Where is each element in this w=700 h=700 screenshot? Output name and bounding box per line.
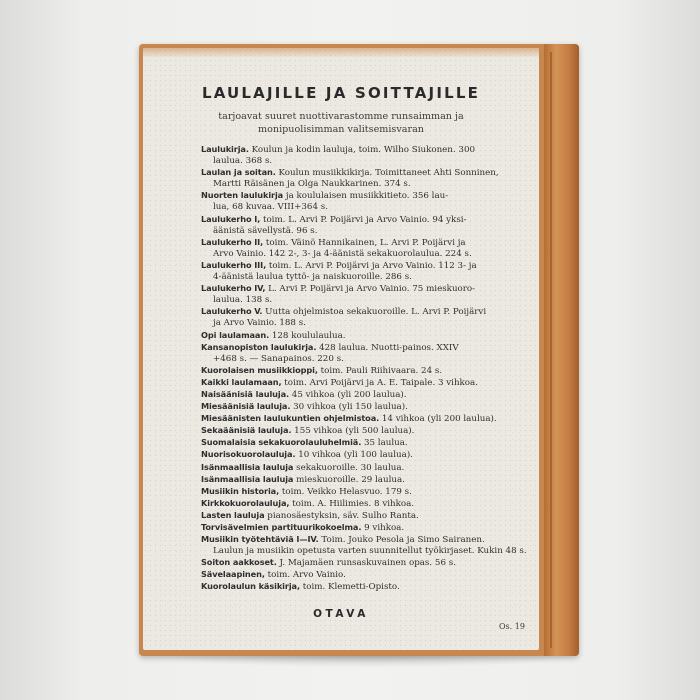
catalog-entry bbox=[201, 306, 529, 329]
entry-text: 9 vihkoa. bbox=[361, 523, 405, 533]
entry-title: Laulukerho I, bbox=[201, 213, 261, 224]
entry-text: 45 vihkoa (yli 200 laulua). bbox=[289, 389, 407, 400]
entry-text: toim. L. Arvi P. Poijärvi ja Arvo Vainio. 112 3- ja bbox=[266, 260, 477, 271]
entry-text: mieskuoroille. 29 laulua. bbox=[293, 474, 405, 485]
catalog-entry bbox=[201, 498, 529, 510]
entry-title: Laulukerho III, bbox=[201, 259, 267, 270]
entry-continuation: ja Arvo Vainio. 188 s. bbox=[213, 318, 306, 329]
entry-title: Laulan ja soitan. bbox=[201, 167, 276, 178]
entry-text: 428 laulua. Nuotti-painos. XXIV bbox=[316, 342, 459, 353]
entry-title: Musiikin työtehtäviä I—IV. bbox=[201, 534, 319, 545]
catalog-entry bbox=[201, 557, 529, 569]
entry-text: J. Majamäen runsaskuvainen opas. 56 s. bbox=[276, 558, 456, 569]
entry-text: Toim. Jouko Pesola ja Simo Sairanen. bbox=[318, 535, 485, 546]
entry-title: Kuorolaulun käsikirja, bbox=[201, 581, 300, 592]
catalog-entry bbox=[201, 342, 529, 365]
catalog-entry bbox=[201, 214, 529, 237]
entry-continuation: Martti Räisänen ja Olga Naukkarinen. 374 s. bbox=[213, 179, 411, 190]
entry-continuation: 4-äänistä laulua tyttö- ja naiskuoroille. 286 s. bbox=[213, 272, 412, 283]
catalog-entry bbox=[201, 581, 529, 593]
entry-continuation: +468 s. — Sanapainos. 220 s. bbox=[213, 353, 344, 364]
entry-continuation: laulua. 138 s. bbox=[213, 295, 273, 306]
entry-text: L. Arvi P. Poijärvi ja Arvo Vainio. 75 mieskuoro- bbox=[265, 284, 476, 295]
catalog-entry bbox=[201, 413, 529, 425]
entry-title: Isänmaallisia lauluja bbox=[201, 461, 294, 472]
entry-title: Kuorolaisen musiikkioppi, bbox=[201, 364, 318, 375]
entry-title: Miesäänisten laulukuntien ohjelmistoa. bbox=[201, 413, 380, 424]
catalog-entry bbox=[201, 389, 529, 401]
entry-continuation: Laulun ja musiikin opetusta varten suunnitellut työkirjaset. Kukin 48 s. bbox=[213, 546, 527, 557]
entry-text: toim. A. Hiilimies. 8 vihkoa. bbox=[289, 498, 415, 509]
subtitle-line-1: tarjoavat suuret nuottivarastomme runsaimman ja bbox=[218, 111, 464, 122]
entry-title: Laulukerho II, bbox=[201, 236, 264, 247]
entry-text: toim. Arvi Poijärvi ja A. E. Taipale. 3 vihkoa. bbox=[281, 377, 478, 388]
entry-text: sekakuoroille. 30 laulua. bbox=[293, 462, 405, 473]
entry-continuation: Arvo Vainio. 142 2-, 3- ja 4-äänistä sekakuorolaulua. 224 s. bbox=[213, 248, 472, 259]
entry-title: Opi laulamaan. bbox=[201, 329, 270, 340]
entry-continuation: laulua. 368 s. bbox=[213, 156, 273, 167]
catalog-entry bbox=[201, 167, 529, 190]
entry-title: Isänmaallisia lauluja bbox=[201, 473, 294, 484]
entry-title: Kansanopiston laulukirja. bbox=[201, 341, 317, 352]
entry-title: Kirkkokuorolauluja, bbox=[201, 497, 290, 508]
entry-title: Nuorten laulukirja bbox=[201, 190, 284, 201]
entry-text: toim. Pauli Riihivaara. 24 s. bbox=[317, 365, 443, 376]
cover-subtitle bbox=[143, 110, 539, 136]
catalog-entry bbox=[201, 144, 529, 167]
entry-title: Kaikki laulamaan, bbox=[201, 376, 282, 387]
entry-text: 35 laulua. bbox=[361, 438, 408, 449]
catalog-entry bbox=[201, 437, 529, 449]
entry-title: Lasten lauluja bbox=[201, 509, 265, 520]
catalog-entry bbox=[201, 330, 529, 342]
cover-wear bbox=[143, 48, 539, 58]
entry-text: pianosäestyksin, säv. Sulho Ranta. bbox=[264, 510, 419, 521]
entry-text: ja koululaisen musiikkitieto. 356 lau- bbox=[283, 191, 449, 202]
publisher-name: OTAVA bbox=[313, 608, 369, 620]
catalog-entry bbox=[201, 569, 529, 581]
book bbox=[139, 44, 579, 656]
entry-title: Musiikin historia, bbox=[201, 485, 280, 496]
entry-text: toim. Veikko Helasvuo. 179 s. bbox=[279, 486, 412, 497]
entry-text: Koulun musiikkikirja. Toimittaneet Ahti Sonninen, bbox=[275, 168, 499, 179]
catalog-entry bbox=[201, 510, 529, 522]
entry-text: toim. L. Arvi P. Poijärvi ja Arvo Vainio. 94 yksi- bbox=[260, 214, 467, 225]
entry-text: Uutta ohjelmistoa sekakuoroille. L. Arvi P. Poijärvi bbox=[262, 307, 487, 318]
catalog-entry bbox=[201, 425, 529, 437]
entry-text: toim. Klemetti-Opisto. bbox=[299, 582, 400, 593]
catalog-entry bbox=[201, 190, 529, 213]
entry-continuation: äänistä sävellystä. 96 s. bbox=[213, 225, 318, 236]
catalog-entry bbox=[201, 401, 529, 413]
catalog-code: Os. 19 bbox=[499, 622, 525, 631]
back-cover bbox=[143, 48, 539, 650]
entry-title: Nuorisokuorolauluja. bbox=[201, 449, 296, 460]
entry-title: Suomalaisia sekakuorolauluhelmiä. bbox=[201, 437, 362, 448]
catalog-entry bbox=[201, 522, 529, 534]
catalog-entry bbox=[201, 283, 529, 306]
catalog-list bbox=[201, 144, 529, 594]
catalog-entry bbox=[201, 449, 529, 461]
entry-title: Naisäänisiä lauluja. bbox=[201, 388, 290, 399]
subtitle-line-2: monipuolisimman valitsemisvaran bbox=[258, 124, 424, 135]
catalog-entry bbox=[201, 377, 529, 389]
entry-title: Sävelaapinen, bbox=[201, 569, 265, 580]
entry-text: 30 vihkoa (yli 150 laulua). bbox=[290, 402, 408, 413]
entry-text: Koulun ja kodin lauluja, toim. Wilho Siukonen. 300 bbox=[248, 145, 476, 155]
entry-continuation: lua, 68 kuvaa. VIII+364 s. bbox=[213, 202, 328, 213]
entry-title: Torvisävelmien partituurikokoelma. bbox=[201, 522, 362, 532]
entry-text: 14 vihkoa (yli 200 laulua). bbox=[379, 414, 497, 425]
catalog-entry bbox=[201, 237, 529, 260]
catalog-entry bbox=[201, 260, 529, 283]
spine-line bbox=[550, 52, 552, 648]
entry-text: toim. Arvo Vainio. bbox=[264, 570, 346, 581]
catalog-entry bbox=[201, 534, 529, 557]
entry-text: 10 vihkoa (yli 100 laulua). bbox=[295, 450, 413, 461]
catalog-entry bbox=[201, 462, 529, 474]
cover-title: LAULAJILLE JA SOITTAJILLE bbox=[201, 84, 481, 102]
entry-text: 155 vihkoa (yli 500 laulua). bbox=[291, 426, 415, 437]
entry-title: Miesäänisiä lauluja. bbox=[201, 401, 291, 412]
catalog-entry bbox=[201, 474, 529, 486]
catalog-entry bbox=[201, 486, 529, 498]
entry-text: toim. Väinö Hannikainen, L. Arvi P. Poijärvi ja bbox=[263, 237, 466, 248]
entry-text: 128 koululaulua. bbox=[269, 330, 346, 341]
catalog-entry bbox=[201, 365, 529, 377]
entry-title: Soiton aakkoset. bbox=[201, 557, 277, 568]
entry-title: Laulukerho V. bbox=[201, 306, 263, 317]
entry-title: Laulukerho IV, bbox=[201, 283, 266, 294]
entry-title: Laulukirja. bbox=[201, 144, 249, 154]
entry-title: Sekaäänisiä lauluja. bbox=[201, 425, 292, 436]
